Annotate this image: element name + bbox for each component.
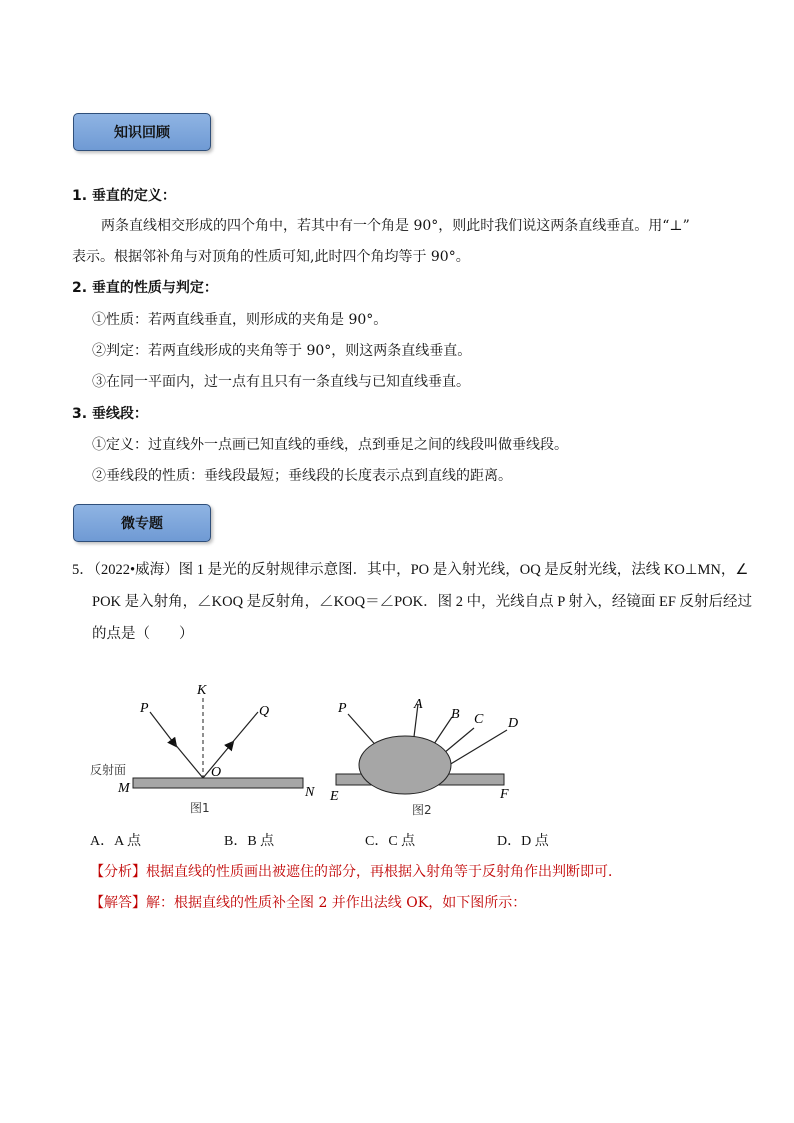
property-item-1: ①性质：若两直线垂直，则形成的夹角是 90°。 <box>92 312 388 328</box>
section-title: 知识回顾 <box>114 125 170 141</box>
property-item-2: ②判定：若两直线形成的夹角等于 90°，则这两条直线垂直。 <box>92 343 472 359</box>
label-n: N <box>305 785 315 800</box>
heading-property: 2. 垂直的性质与判定： <box>72 280 218 296</box>
question-line-2: POK 是入射角，∠KOQ 是反射角，∠KOQ＝∠POK．图 2 中，光线自点 P 射入，经镜面 EF 反射后经过 <box>92 594 753 610</box>
label-b: B <box>451 707 460 722</box>
answer-tag: 【解答】 <box>90 895 146 911</box>
definition-text-1: 两条直线相交形成的四个角中，若其中有一个角是 90°，则此时我们说这两条直线垂直。用“⊥” <box>101 218 690 234</box>
ray-to-d <box>444 730 507 768</box>
answer-text: 解：根据直线的性质补全图 2 并作出法线 OK，如下图所示： <box>146 895 527 911</box>
figure-1 <box>90 683 315 815</box>
option-d: D．D 点 <box>497 834 549 849</box>
label-surface: 反射面 <box>90 763 127 777</box>
heading-segment: 3. 垂线段： <box>72 406 148 422</box>
reflected-ray-oq-tail <box>231 712 258 744</box>
option-b: B．B 点 <box>224 834 275 849</box>
label-d: D <box>508 716 519 731</box>
property-item-3: ③在同一平面内，过一点有且只有一条直线与已知直线垂直。 <box>92 374 470 390</box>
label-p: P <box>338 701 347 716</box>
label-p: P <box>140 701 149 716</box>
label-f: F <box>500 787 509 802</box>
label-c: C <box>474 712 484 727</box>
section-header-special <box>73 504 211 542</box>
question-line-1: 5．（2022•威海）图 1 是光的反射规律示意图．其中，PO 是入射光线，OQ 是反射光线，法线 KO⊥MN，∠ <box>72 562 749 578</box>
analysis-tag: 【分析】 <box>90 864 146 880</box>
section-header-review <box>73 113 211 151</box>
obstruction-ellipse <box>359 736 451 794</box>
analysis-line <box>90 862 622 882</box>
heading-definition: 1. 垂直的定义： <box>72 188 176 204</box>
definition-text-2: 表示。根据邻补角与对顶角的性质可知,此时四个角均等于 90°。 <box>72 249 470 265</box>
figure-2-caption: 图2 <box>412 803 432 817</box>
question-line-3: 的点是（ ） <box>92 626 194 642</box>
label-q: Q <box>259 704 270 719</box>
label-o: O <box>211 765 222 780</box>
section-title: 微专题 <box>121 516 163 532</box>
incident-ray-po-tail <box>174 743 203 778</box>
option-c: C．C 点 <box>365 834 416 849</box>
option-a: A．A 点 <box>90 834 141 849</box>
segment-item-1: ①定义：过直线外一点画已知直线的垂线，点到垂足之间的线段叫做垂线段。 <box>92 437 568 453</box>
label-k: K <box>197 683 207 698</box>
figure-1-caption: 图1 <box>190 801 210 815</box>
incident-ray-po <box>150 712 176 746</box>
label-m: M <box>118 781 130 796</box>
segment-item-2: ②垂线段的性质：垂线段最短；垂线段的长度表示点到直线的距离。 <box>92 468 512 484</box>
analysis-text: 根据直线的性质画出被遮住的部分，再根据入射角等于反射角作出判断即可． <box>146 864 622 880</box>
answer-line <box>90 893 526 913</box>
label-e: E <box>330 789 339 804</box>
label-a: A <box>414 697 423 712</box>
figure-2 <box>329 697 518 817</box>
